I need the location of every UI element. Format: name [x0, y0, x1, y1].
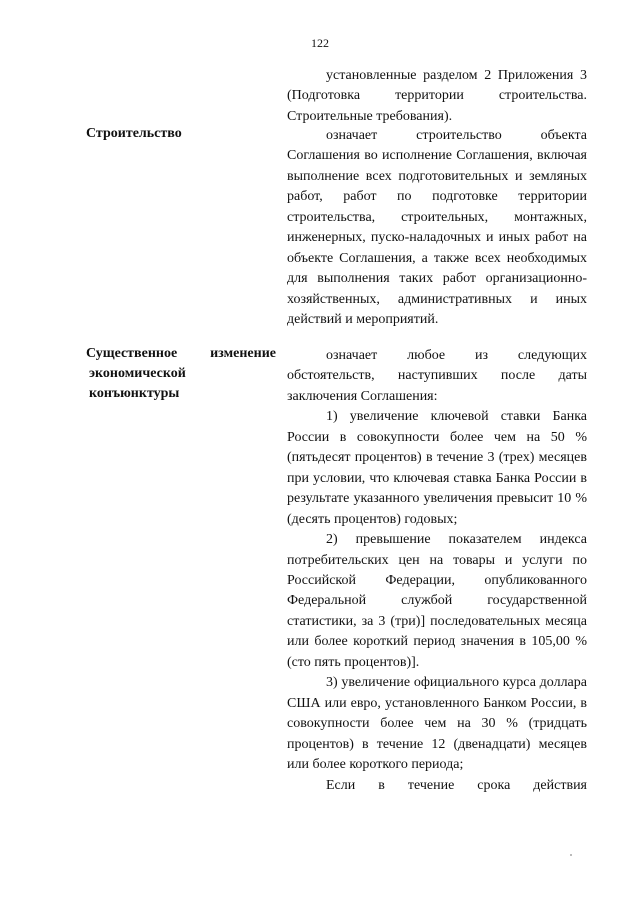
term-material-change-line3: конъюнктуры [89, 386, 180, 401]
trailing-text: Если в течение срока действия [326, 777, 587, 793]
definition-construction-text: означает строительство объекта Соглашения во исполнение Соглашения, включая выполнение всех подготовительных и земляных работ, работ по подготовке территории строительства, строительных, монтажных, инженерных, пуско-наладочных и иных работ на объекте Соглашения, а также всех необходимых для выполнения таких работ организационно-хозяйственных, административных и иных действий и мероприятий. [287, 128, 587, 328]
intro-text: установленные разделом 2 Приложения 3 (Подготовка территории строительства. Строительные требования). [287, 68, 587, 124]
intro-paragraph [287, 66, 587, 127]
definition-construction [287, 126, 587, 331]
list-item: 2) превышение показателем индекса потребительских цен на товары и услуги по Российской Федерации, опубликованного Федеральной службой государственной статистики, за 3 (три)] последовательных месяца или более короткий период значения в 105,00 % (сто пять процентов)]. [287, 532, 587, 670]
definition-material-change-text: означает любое из следующих обстоятельств, наступивших после даты заключения Соглашения: [287, 348, 587, 404]
term-material-change-line1: Существенное изменение [86, 346, 276, 361]
scan-speck [570, 854, 572, 856]
term-construction: Строительство [86, 126, 182, 141]
definition-material-change [287, 346, 587, 796]
term-material-change-line2: экономической [89, 366, 186, 381]
page-number: 122 [311, 36, 329, 50]
list-item: 1) увеличение ключевой ставки Банка России в совокупности более чем на 50 % (пятьдесят процентов) в течение 3 (трех) месяцев при условии, что ключевая ставка Банка России в результате указанного увеличения превысит 10 % (десять процентов) годовых; [287, 409, 587, 527]
list-item: 3) увеличение официального курса доллара США или евро, установленного Банком России, в совокупности более чем на 30 % (тридцать процентов) в течение 12 (двенадцати) месяцев или более короткого периода; [287, 675, 587, 773]
